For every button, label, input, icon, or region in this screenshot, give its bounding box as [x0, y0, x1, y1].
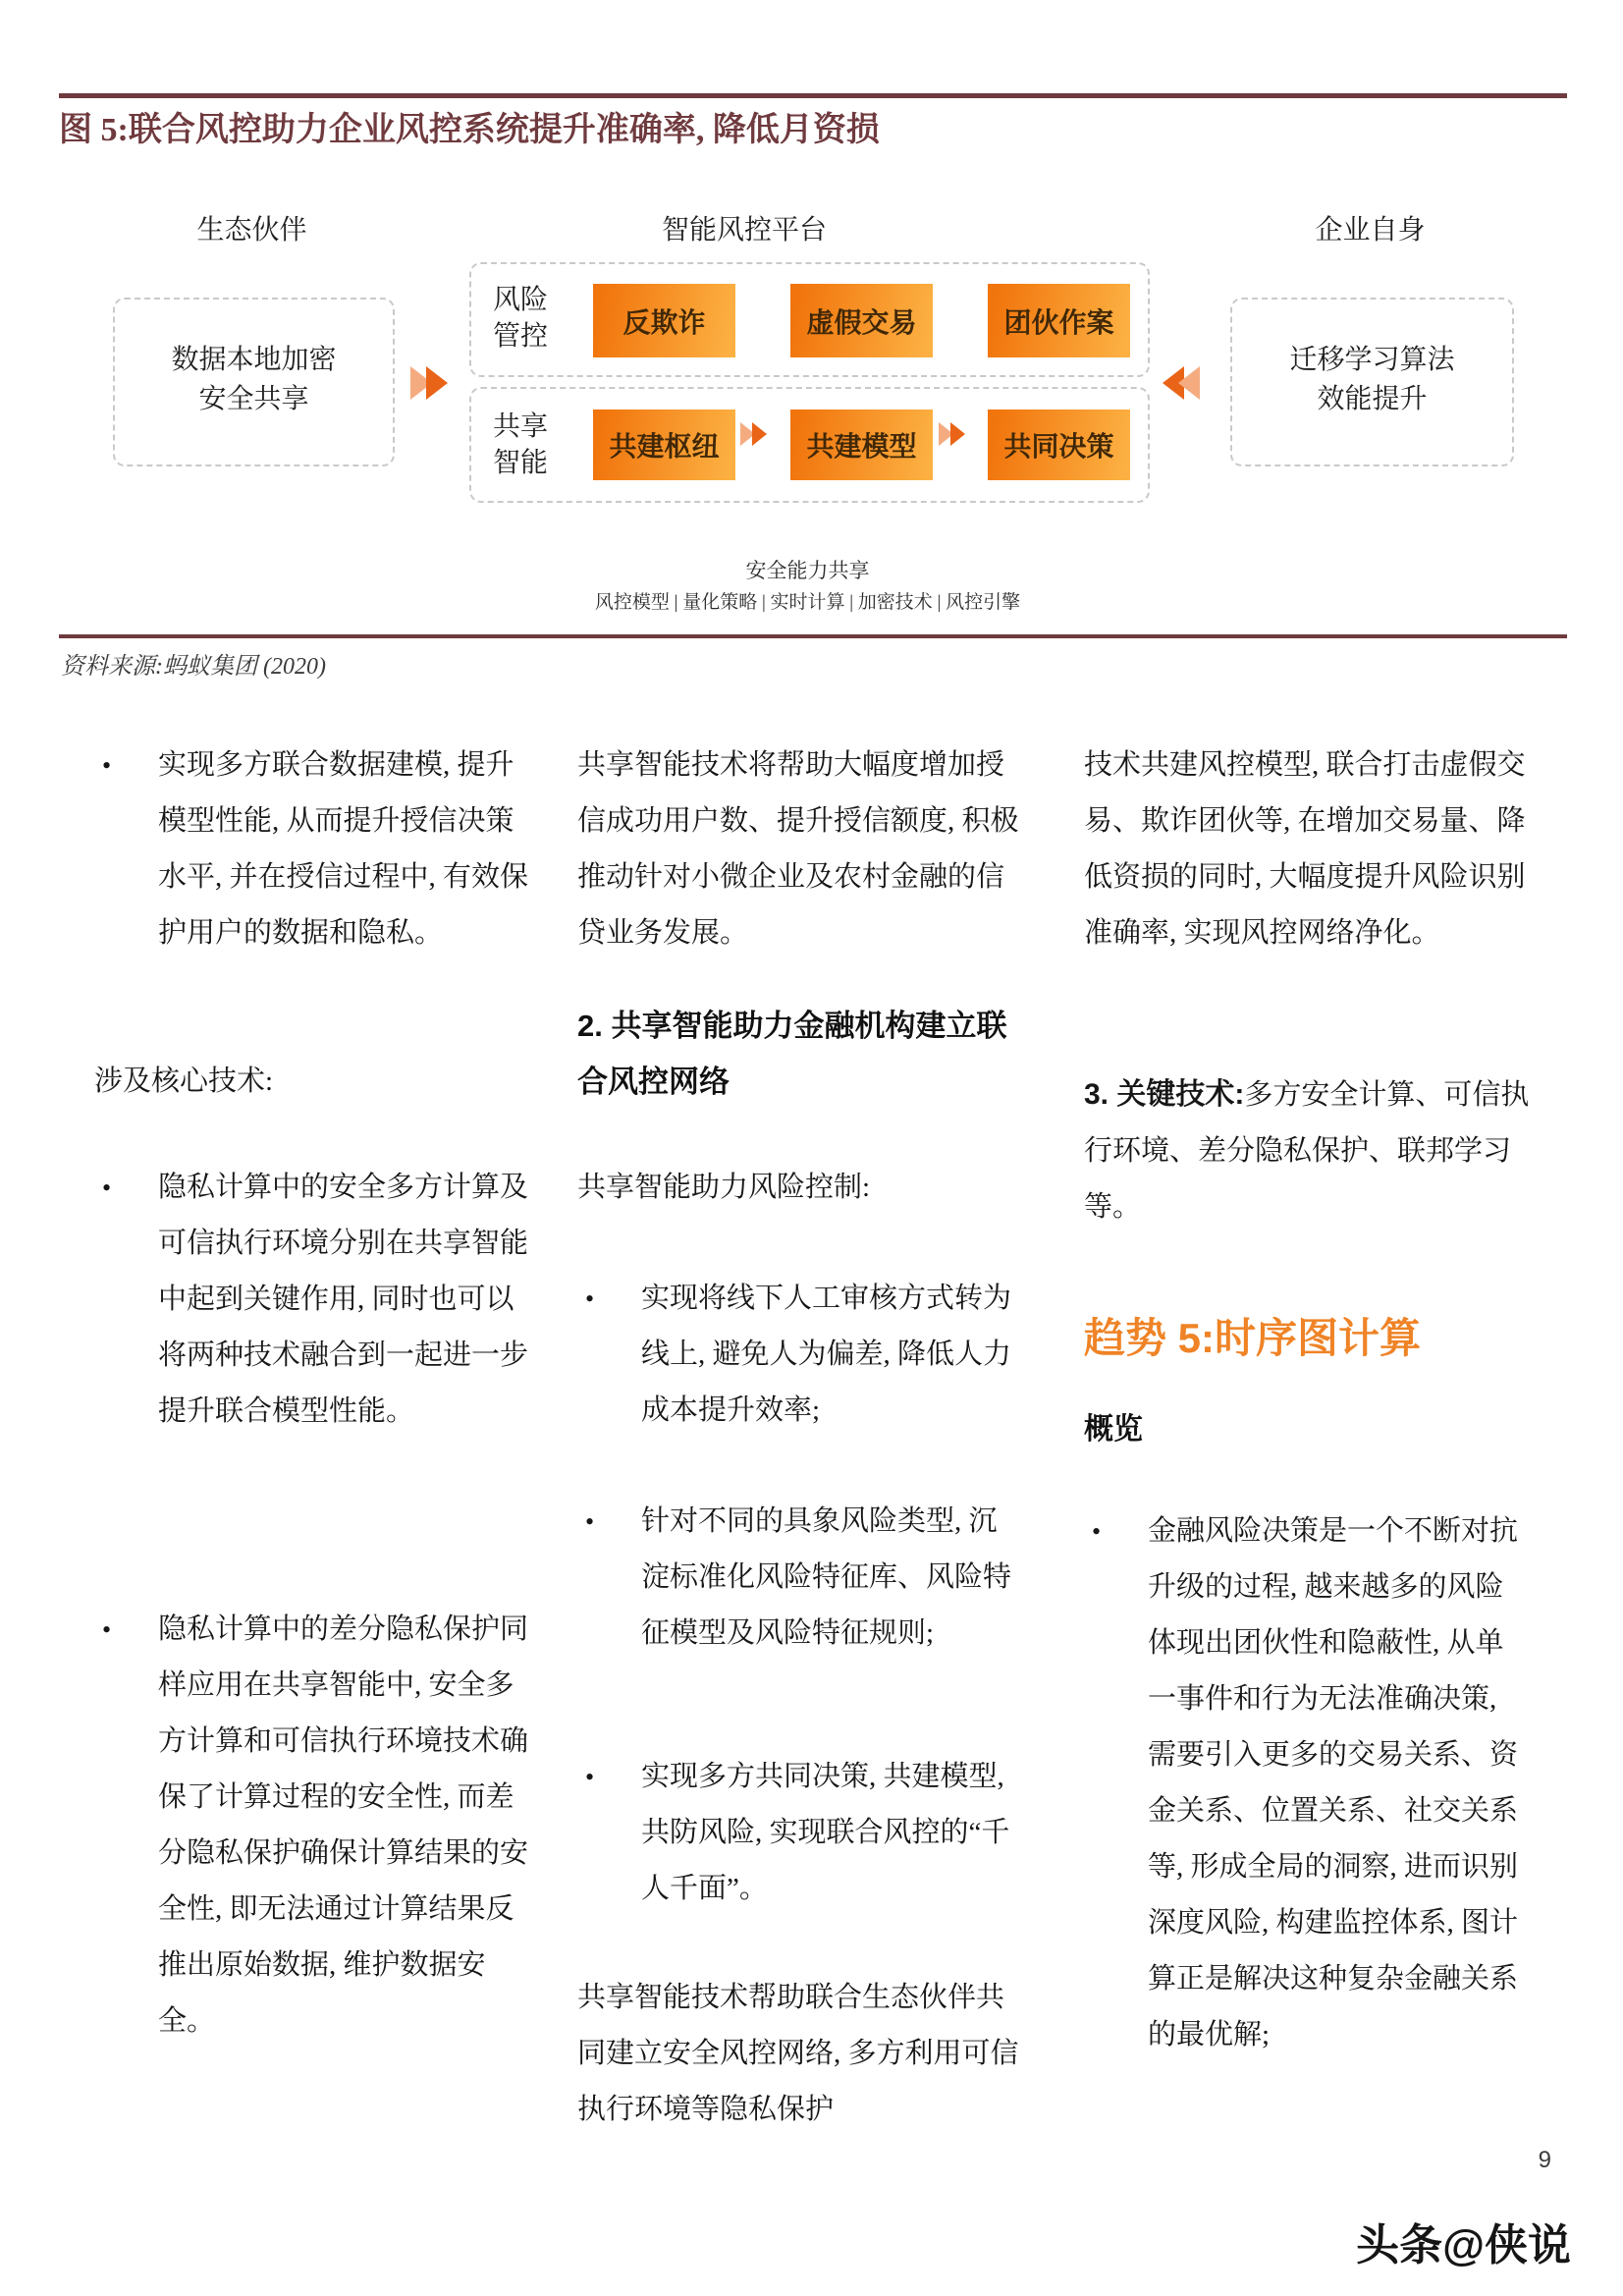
- col1-lead: 涉及核心技术:: [94, 1066, 274, 1097]
- col1-bullet-3: [94, 1602, 541, 2050]
- module-build-model: 共建模型: [790, 410, 933, 480]
- figure-source: 资料来源:蚂蚁集团 (2020): [61, 654, 326, 680]
- bullet-text: 隐私计算中的差分隐私保护同样应用在共享智能中, 安全多方计算和可信执行环境技术确保了计算过程的安全性, 而差分隐私保护确保计算结果的安全性, 即无法通过计算结果反推出原始数据, 维护数据安全。: [158, 1613, 529, 2037]
- bullet-text: 针对不同的具象风险类型, 沉淀标准化风险特征库、风险特征模型及风险特征规则;: [641, 1505, 1012, 1649]
- col2-bullet-2: [577, 1494, 1024, 1662]
- module-gang-crime: 团伙作案: [988, 284, 1130, 357]
- risk-row-label-line2: 管控: [493, 321, 549, 352]
- col1-bullet-1: [94, 738, 541, 961]
- bullet-marker: •: [102, 1174, 112, 1202]
- col3-key-tech-text: 多方安全计算、可信执行环境、差分隐私保护、联邦学习等。: [1084, 1079, 1530, 1223]
- bullet-marker: •: [585, 1507, 595, 1536]
- col3-bullet-1: [1084, 1503, 1531, 2063]
- partner-box-line1: 数据本地加密: [171, 345, 337, 375]
- arrow-right-icon: [410, 365, 460, 401]
- shared-intelligence-row: [469, 387, 1150, 503]
- bullet-marker: •: [102, 1615, 112, 1644]
- trend-5-heading: 趋势 5:时序图计算: [1084, 1315, 1422, 1361]
- bullet-text: 隐私计算中的安全多方计算及可信执行环境分别在共享智能中起到关键作用, 同时也可以将两种技术融合到一起进一步提升联合模型性能。: [158, 1172, 529, 1427]
- share-row-label: [493, 409, 548, 481]
- arrow-small-right-icon: [939, 422, 978, 446]
- col2-bullet-3: [577, 1749, 1024, 1917]
- platform-group-label: 智能风控平台: [661, 215, 827, 246]
- enterprise-box-line1: 迁移学习算法: [1289, 345, 1455, 375]
- col2-section-heading: 2. 共享智能助力金融机构建立联合风控网络: [577, 1009, 1007, 1099]
- bullet-marker: •: [585, 1285, 595, 1313]
- arrow-left-icon: [1163, 365, 1212, 401]
- col2-para-1: 共享智能技术将帮助大幅度增加授信成功用户数、提升授信额度, 积极推动针对小微企业及农村金融的信贷业务发展。: [577, 749, 1019, 949]
- risk-row-label: [493, 282, 548, 355]
- bullet-marker: •: [102, 751, 112, 780]
- bullet-text: 金融风险决策是一个不断对抗升级的过程, 越来越多的风险体现出团伙性和隐蔽性, 从单一事件和行为无法准确决策, 需要引入更多的交易关系、资金关系、位置关系、社交关系等, 形成全局的洞察, 进而识别深度风险, 构建监控体系, 图计算正是解决这种复杂金融关系的最优解;: [1148, 1515, 1519, 2050]
- figure-bottom-rule: [59, 634, 1567, 638]
- module-anti-fraud: 反欺诈: [593, 284, 735, 357]
- enterprise-box: [1230, 298, 1514, 466]
- enterprise-box-line2: 效能提升: [1317, 384, 1428, 414]
- share-row-label-line2: 智能: [493, 448, 549, 478]
- col3-key-tech: [1084, 1066, 1531, 1235]
- module-fake-transaction: 虚假交易: [790, 284, 933, 357]
- col3-para-1: 技术共建风控模型, 联合打击虚假交易、欺诈团伙等, 在增加交易量、降低资损的同时, 大幅度提升风险识别准确率, 实现风控网络净化。: [1084, 749, 1526, 949]
- col1-bullet-2: [94, 1160, 541, 1440]
- enterprise-group-label: 企业自身: [1315, 215, 1426, 246]
- bullet-text: 实现多方联合数据建模, 提升模型性能, 从而提升授信决策水平, 并在授信过程中, 有效保护用户的数据和隐私。: [158, 749, 529, 949]
- bullet-text: 实现将线下人工审核方式转为线上, 避免人为偏差, 降低人力成本提升效率;: [641, 1283, 1012, 1426]
- col2-lead: 共享智能助力风险控制:: [577, 1172, 871, 1203]
- top-rule: [59, 93, 1567, 98]
- partner-group-label: 生态伙伴: [196, 215, 307, 246]
- col3-key-tech-label: 3. 关键技术:: [1084, 1078, 1245, 1111]
- bullet-text: 实现多方共同决策, 共建模型, 共防风险, 实现联合风控的“千人千面”。: [641, 1761, 1010, 1904]
- figure-title: 图 5:联合风控助力企业风控系统提升准确率, 降低月资损: [59, 112, 880, 148]
- partner-box: [113, 298, 395, 466]
- risk-control-row: [469, 262, 1150, 377]
- bullet-marker: •: [1092, 1517, 1102, 1546]
- col2-para-2: 共享智能技术帮助联合生态伙伴共同建立安全风控网络, 多方利用可信执行环境等隐私保护: [577, 1982, 1019, 2125]
- module-build-hub: 共建枢纽: [593, 410, 735, 480]
- capability-caption: 安全能力共享: [745, 559, 870, 582]
- risk-row-label-line1: 风险: [493, 285, 549, 315]
- page-number: 9: [1538, 2147, 1551, 2173]
- arrow-small-right-icon: [740, 422, 780, 446]
- partner-box-line2: 安全共享: [198, 384, 309, 414]
- module-joint-decision: 共同决策: [988, 410, 1130, 480]
- capability-items: 风控模型 | 量化策略 | 实时计算 | 加密技术 | 风控引擎: [594, 592, 1021, 613]
- overview-label: 概览: [1084, 1413, 1143, 1446]
- share-row-label-line1: 共享: [493, 411, 549, 442]
- watermark: 头条@侠说: [1356, 2221, 1571, 2269]
- bullet-marker: •: [585, 1763, 595, 1791]
- col2-bullet-1: [577, 1271, 1024, 1439]
